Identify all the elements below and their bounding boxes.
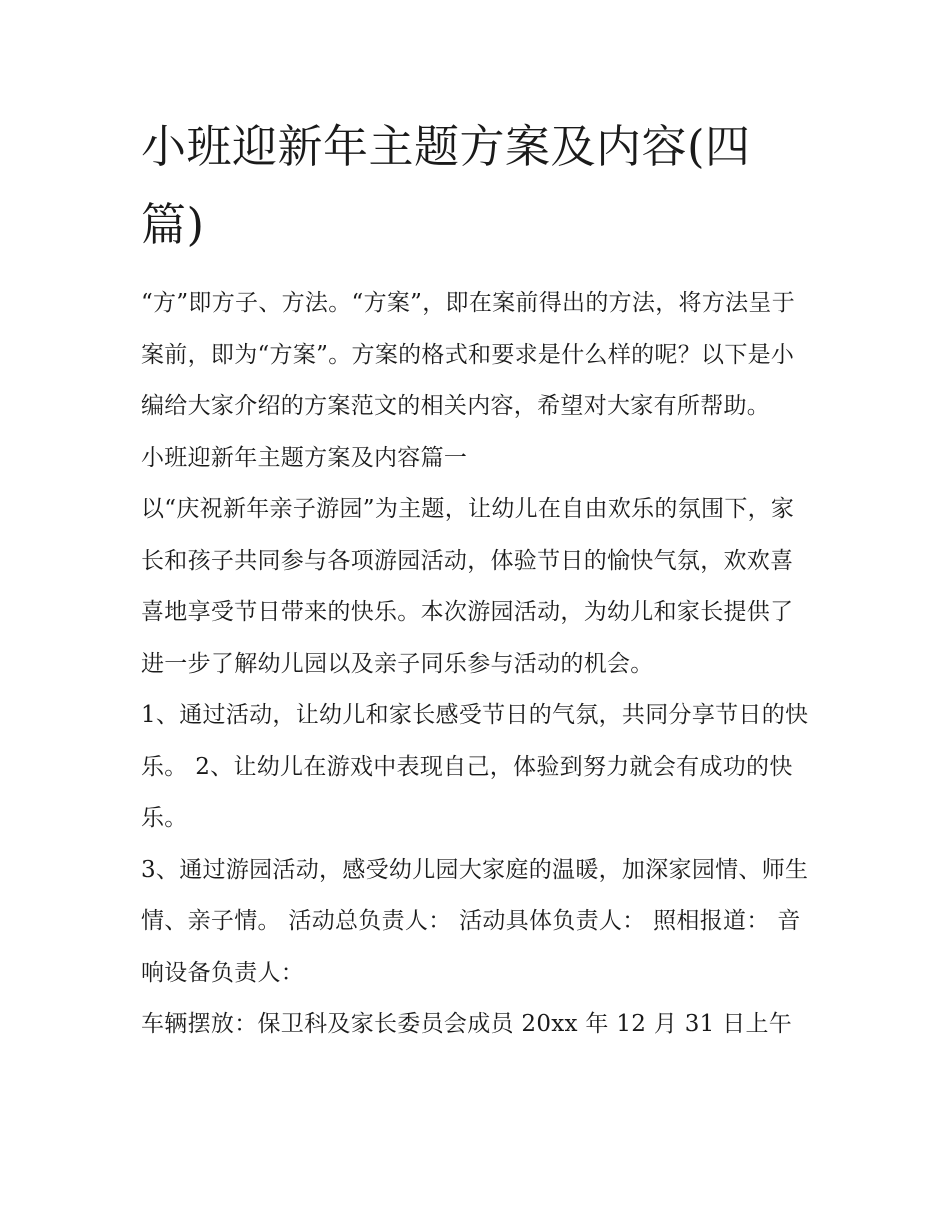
paragraph-vehicles: 车辆摆放：保卫科及家长委员会成员 20xx 年 12 月 31 日上午 (141, 1011, 793, 1037)
title-spacer (141, 264, 813, 278)
document-title: 小班迎新年主题方案及内容(四篇) (141, 120, 751, 251)
paragraph-goals-1-2: 1、通过活动，让幼儿和家长感受节日的气氛，共同分享节日的快乐。 2、让幼儿在游戏中表现自己，体验到努力就会有成功的快乐。 (141, 702, 809, 831)
document-page (141, 108, 813, 1051)
paragraph-theme: 以“庆祝新年亲子游园”为主题，让幼儿在自由欢乐的氛围下，家长和孩子共同参与各项游园活动，体验节日的愉快气氛，欢欢喜喜地享受节日带来的快乐。本次游园活动，为幼儿和家长提供了进一步了解幼儿园以及亲子同乐参与活动的机会。 (141, 496, 795, 677)
section-heading: 小班迎新年主题方案及内容篇一 (141, 444, 468, 471)
paragraph-goal-3-staff: 3、通过游园活动，感受幼儿园大家庭的温暖，加深家园情、师生情、亲子情。 活动总负责人： 活动具体负责人： 照相报道： 音响设备负责人： (141, 856, 809, 986)
paragraph-intro: “方”即方子、方法。“方案”，即在案前得出的方法，将方法呈于案前，即为“方案”。方案的格式和要求是什么样的呢？以下是小编给大家介绍的方案范文的相关内容，希望对大家有所帮助。 (141, 290, 796, 419)
